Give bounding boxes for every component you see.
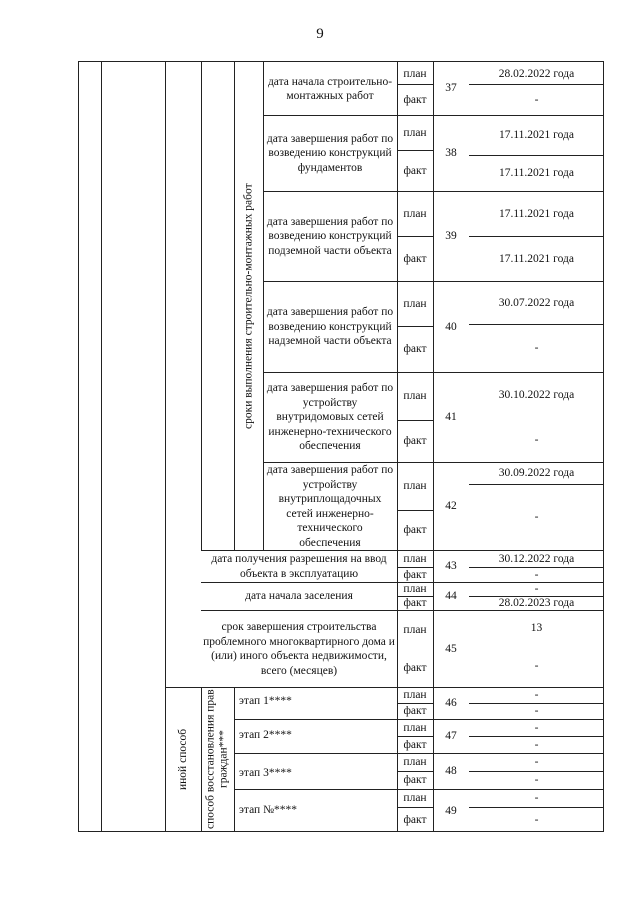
indicator-cell: дата завершения работ по возведению конструкций надземной части объекта [266, 306, 394, 348]
row-number: 47 [445, 730, 457, 743]
fact-label: факт [403, 597, 427, 610]
plan-label: план [403, 207, 427, 220]
fact-label: факт [403, 252, 427, 265]
fact-label: факт [403, 343, 427, 356]
plan-label: план [403, 689, 427, 702]
fact-label: факт [403, 813, 427, 826]
fact-value: 17.11.2021 года [498, 252, 574, 265]
fact-value: - [534, 705, 539, 718]
fact-value: - [534, 774, 539, 787]
fact-label: факт [403, 662, 427, 675]
plan-value: 30.10.2022 года [498, 388, 575, 401]
plan-value: - [534, 756, 539, 769]
row-number: 44 [445, 590, 457, 603]
indicator-cell: дата начала строительно-монтажных работ [267, 75, 393, 102]
fact-label: факт [403, 164, 427, 177]
fact-value: - [534, 342, 539, 355]
fact-value: - [534, 93, 539, 106]
row-number: 45 [445, 642, 457, 655]
fact-value: - [534, 433, 539, 446]
schedule-table [78, 61, 604, 832]
fact-value: - [534, 511, 539, 524]
plan-label: план [403, 721, 427, 734]
row-number: 49 [445, 804, 457, 817]
plan-label: план [403, 67, 427, 80]
plan-label: план [403, 297, 427, 310]
plan-value: - [534, 689, 539, 702]
row-number: 43 [445, 560, 457, 573]
fact-label: факт [403, 568, 427, 581]
indicator-cell: дата завершения работ по устройству внутридомовых сетей инженерно-технического обеспечения [266, 382, 394, 453]
row-number: 41 [445, 411, 457, 424]
plan-value: 13 [530, 621, 543, 634]
plan-label: план [403, 623, 427, 636]
fact-value: - [534, 568, 539, 581]
plan-value: 30.12.2022 года [498, 552, 575, 565]
stage-label: этап 2**** [239, 729, 292, 741]
indicator-cell: дата завершения работ по устройству внутриплощадочных сетей инженерно-технического обеспечения [266, 464, 394, 549]
fact-value: - [534, 813, 539, 826]
fact-value: 28.02.2023 года [498, 597, 575, 610]
row-number: 37 [445, 82, 457, 95]
plan-value: 17.11.2021 года [498, 129, 574, 142]
plan-label: план [403, 480, 427, 493]
construction-terms-label: сроки выполнения строительно-монтажных работ [242, 183, 255, 429]
row-number: 46 [445, 697, 457, 710]
row-number: 42 [445, 500, 457, 513]
plan-value: 17.11.2021 года [498, 207, 574, 220]
stage-label: этап 1**** [239, 695, 292, 707]
other-method-label: иной способ [177, 728, 189, 791]
indicator-cell: срок завершения строительства проблемного многоквартирного дома и (или) иного объекта недвижимости, всего (месяцев) [203, 621, 395, 677]
fact-label: факт [403, 93, 427, 106]
fact-label: факт [403, 705, 427, 718]
plan-label: план [403, 390, 427, 403]
row-number: 40 [445, 320, 457, 333]
indicator-cell: дата завершения работ по возведению конструкций фундаментов [266, 132, 394, 174]
plan-value: - [534, 721, 539, 734]
row-number: 38 [445, 147, 457, 160]
indicator-cell: дата завершения работ по возведению конструкций подземной части объекта [266, 215, 394, 257]
fact-label: факт [403, 435, 427, 448]
indicator-cell: дата начала заселения [245, 590, 353, 603]
restoration-method-label: способ восстановления прав граждан*** [204, 689, 230, 830]
plan-value: - [534, 583, 539, 596]
plan-value: 30.07.2022 года [498, 296, 575, 309]
plan-label: план [403, 792, 427, 805]
plan-label: план [403, 552, 427, 565]
fact-value: - [534, 660, 539, 673]
fact-label: факт [403, 524, 427, 537]
stage-label: этап №**** [239, 804, 298, 816]
fact-value: 17.11.2021 года [498, 167, 574, 180]
row-number: 39 [445, 230, 457, 243]
plan-label: план [403, 583, 427, 596]
plan-value: 28.02.2022 года [498, 67, 575, 80]
plan-value: - [534, 792, 539, 805]
fact-label: факт [403, 774, 427, 787]
page-number: 9 [316, 26, 324, 42]
fact-label: факт [403, 738, 427, 751]
row-number: 48 [445, 765, 457, 778]
plan-label: план [403, 756, 427, 769]
stage-label: этап 3**** [239, 767, 292, 779]
indicator-cell: дата получения разрешения на ввод объекта в эксплуатацию [211, 553, 387, 580]
plan-value: 30.09.2022 года [498, 467, 575, 480]
plan-label: план [403, 126, 427, 139]
fact-value: - [534, 738, 539, 751]
